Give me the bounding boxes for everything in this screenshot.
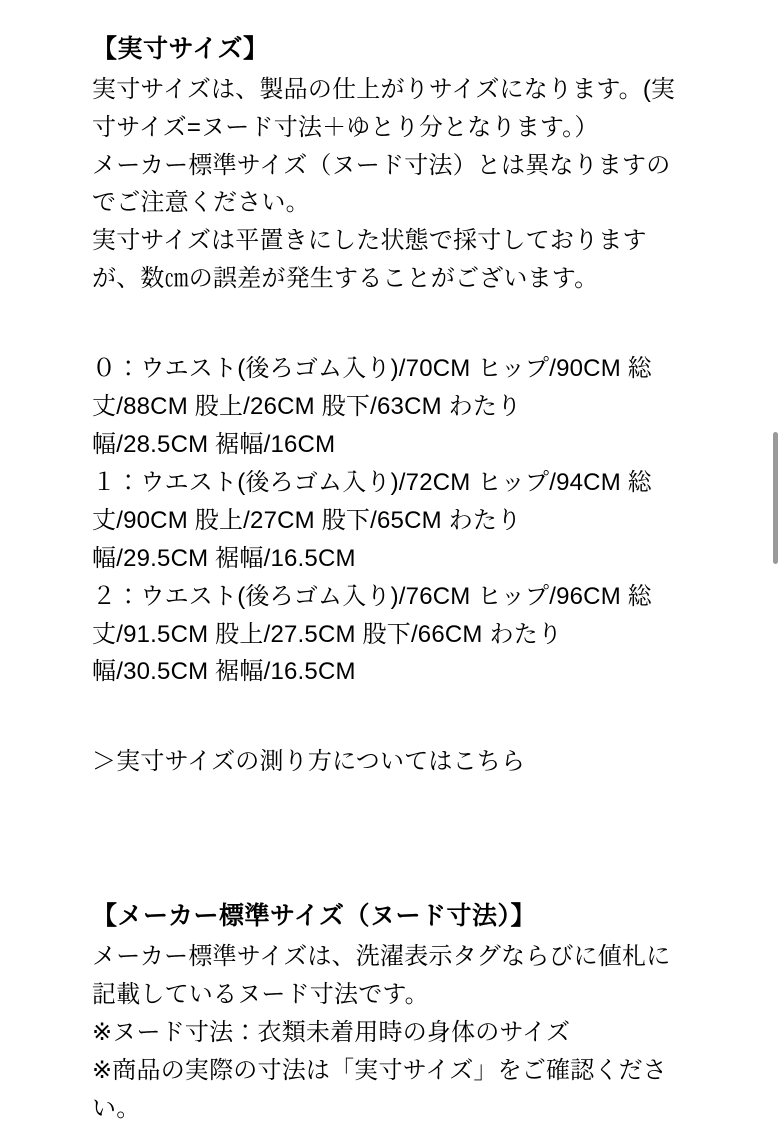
description-line: でご注意ください。 — [92, 189, 310, 217]
maker-size-heading: 【メーカー標準サイズ（ヌード寸法）】 — [92, 902, 537, 931]
maker-size-description — [92, 938, 736, 1128]
description-line: 記載しているヌード寸法です。 — [92, 980, 429, 1008]
description-line: メーカー標準サイズは、洗濯表示タグならびに値札に — [92, 943, 671, 970]
vertical-scrollbar[interactable] — [773, 432, 778, 564]
description-line: ※商品の実際の寸法は「実寸サイズ」をご確認くださ — [92, 1056, 667, 1084]
description-line: い。 — [92, 1094, 141, 1122]
spacer — [92, 298, 736, 350]
spacer — [92, 781, 736, 897]
description-line: ※ヌード寸法：衣類未着用時の身体のサイズ — [92, 1018, 571, 1046]
measurement-line: ２：ウエスト(後ろゴム入り)/76CM ヒップ/96CM 総 — [92, 582, 652, 610]
measure-guide-link[interactable]: ＞実寸サイズの測り方についてはこちら — [92, 748, 526, 776]
description-line: 寸サイズ=ヌード寸法＋ゆとり分となります。） — [92, 113, 599, 141]
description-line: 実寸サイズは平置きにした状態で採寸しております — [92, 227, 647, 255]
measurement-line: 幅/28.5CM 裾幅/16CM — [92, 431, 336, 458]
list-item — [92, 350, 736, 464]
list-item — [92, 578, 736, 692]
list-item — [92, 464, 736, 578]
spacer — [92, 691, 736, 743]
measurement-line: 幅/30.5CM 裾幅/16.5CM — [92, 658, 356, 686]
measurement-line: 丈/91.5CM 股上/27.5CM 股下/66CM わたり — [92, 620, 563, 648]
measurement-line: １：ウエスト(後ろゴム入り)/72CM ヒップ/94CM 総 — [92, 468, 652, 496]
measurement-list — [92, 350, 736, 691]
description-line: が、数㎝の誤差が発生することがございます。 — [92, 265, 599, 293]
actual-size-description — [92, 71, 736, 298]
measurement-line: ０：ウエスト(後ろゴム入り)/70CM ヒップ/90CM 総 — [92, 355, 652, 383]
description-line: 実寸サイズは、製品の仕上がりサイズになります。(実 — [92, 75, 676, 103]
description-line: メーカー標準サイズ（ヌード寸法）とは異なりますの — [92, 151, 671, 179]
measurement-line: 丈/88CM 股上/26CM 股下/63CM わたり — [92, 393, 522, 421]
measurement-line: 幅/29.5CM 裾幅/16.5CM — [92, 544, 356, 572]
actual-size-heading: 【実寸サイズ】 — [92, 35, 269, 63]
measurement-line: 丈/90CM 股上/27CM 股下/65CM わたり — [92, 506, 522, 534]
